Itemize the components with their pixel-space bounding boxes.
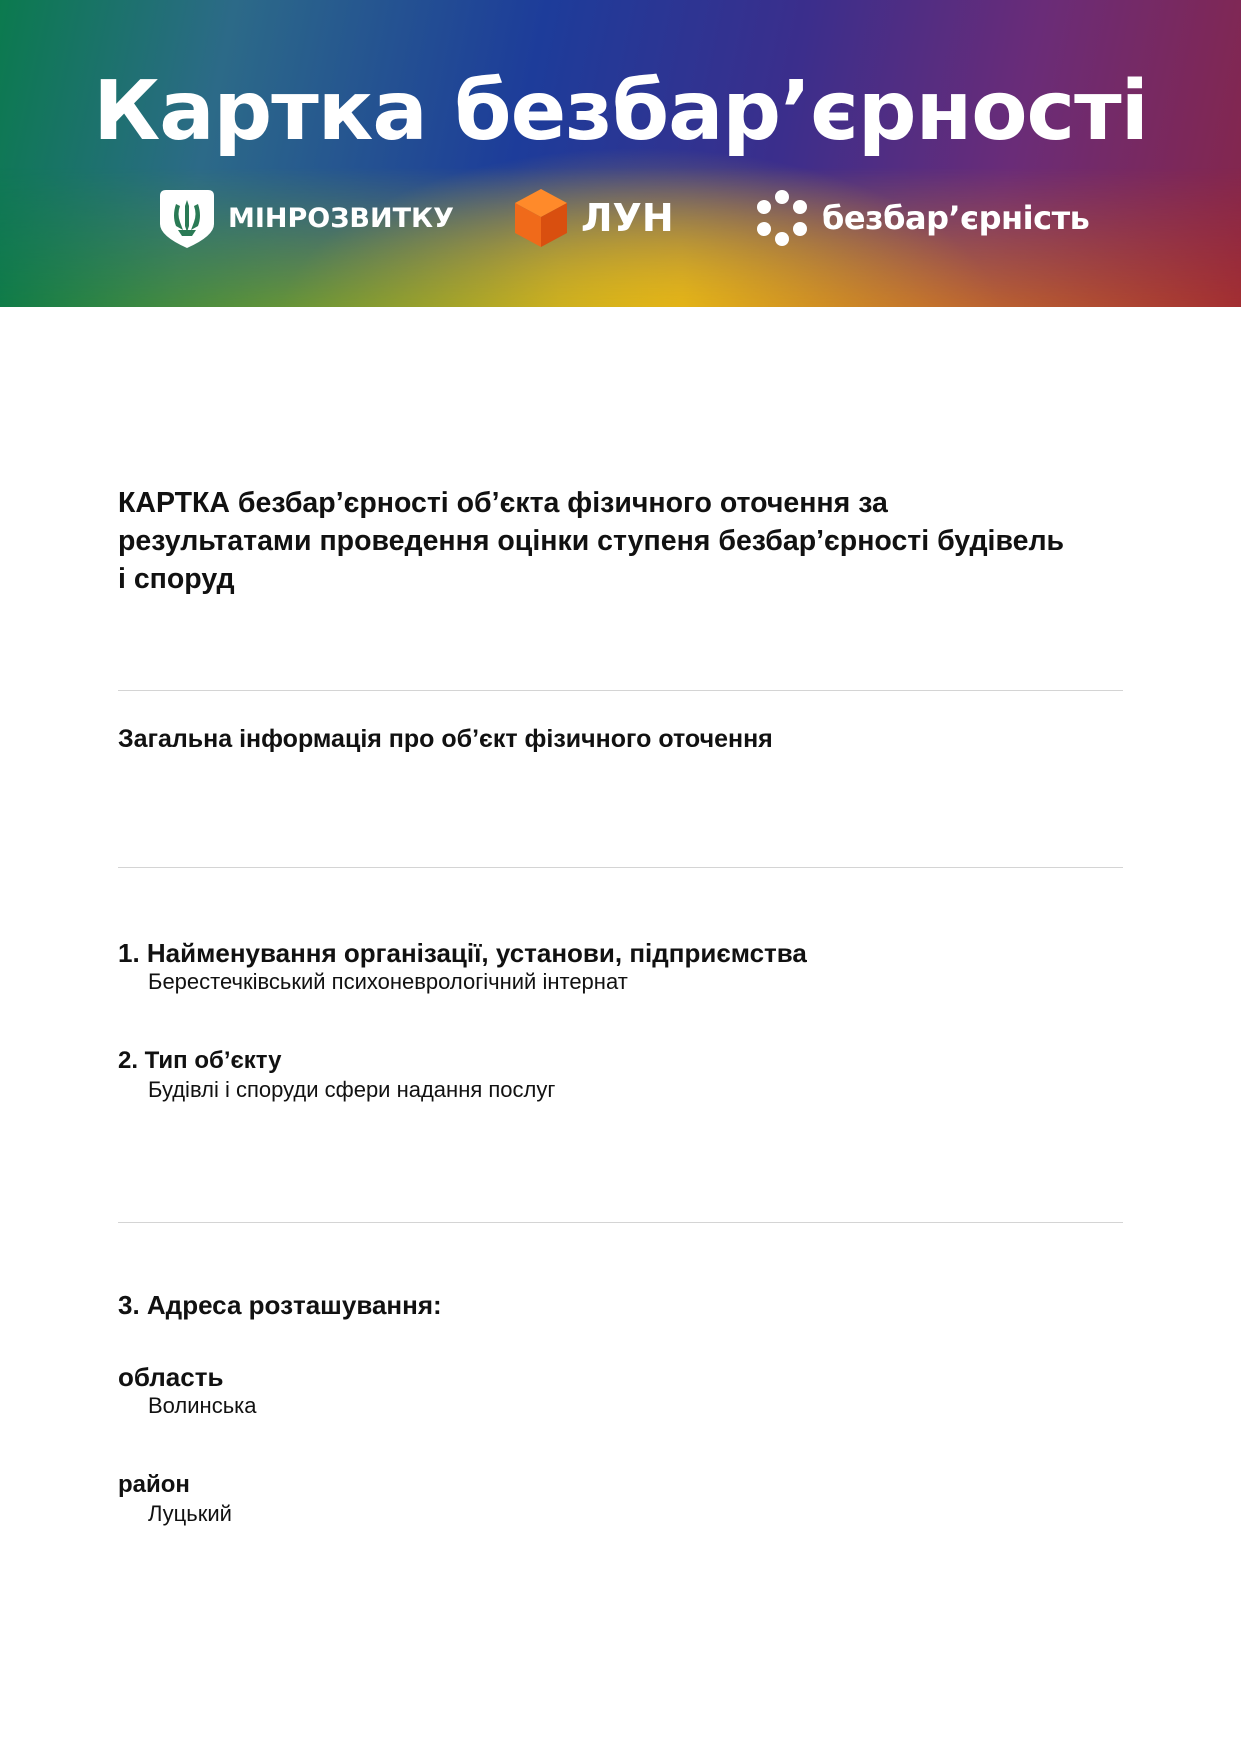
- org-name-value: Берестечківський психоневрологічний інтернат: [148, 969, 628, 994]
- field-org-name: [118, 938, 1123, 996]
- header-banner: [0, 0, 1241, 307]
- orange-cube-icon: [513, 187, 569, 249]
- org-name-label: 1. Найменування організації, установи, підприємства: [118, 938, 807, 968]
- lun-logo-text: ЛУН: [581, 196, 674, 240]
- object-type-value: Будівлі і споруди сфери надання послуг: [148, 1077, 556, 1102]
- flower-dots-icon: [754, 189, 810, 247]
- banner-title: Картка безбар’єрності: [93, 64, 1148, 159]
- divider: [118, 690, 1123, 691]
- object-type-label: 2. Тип об’єкту: [118, 1047, 282, 1074]
- section-general-heading: Загальна інформація про об’єкт фізичного оточення: [118, 725, 773, 753]
- field-region: [118, 1362, 1123, 1420]
- lun-logo: [513, 183, 674, 253]
- region-value: Волинська: [148, 1393, 257, 1418]
- bezbarernist-logo-text: безбар’єрність: [822, 199, 1090, 237]
- divider: [118, 1222, 1123, 1223]
- district-label: район: [118, 1471, 190, 1498]
- ministry-logo: [158, 183, 454, 253]
- trident-shield-icon: [158, 186, 216, 250]
- field-district: [118, 1470, 1123, 1528]
- field-address: [118, 1290, 1123, 1320]
- address-label: 3. Адреса розташування:: [118, 1290, 442, 1320]
- district-value: Луцький: [148, 1501, 232, 1526]
- divider: [118, 867, 1123, 868]
- ministry-logo-text: МІНРОЗВИТКУ: [228, 202, 454, 234]
- document-title: КАРТКА безбар’єрності об’єкта фізичного оточення за результатами проведення оцінки ступеня безбар’єрності будівель і споруд: [118, 487, 1065, 595]
- region-label: область: [118, 1362, 224, 1392]
- bezbarernist-logo: [754, 183, 1089, 253]
- partner-logos: [0, 183, 1241, 253]
- field-object-type: [118, 1046, 1123, 1104]
